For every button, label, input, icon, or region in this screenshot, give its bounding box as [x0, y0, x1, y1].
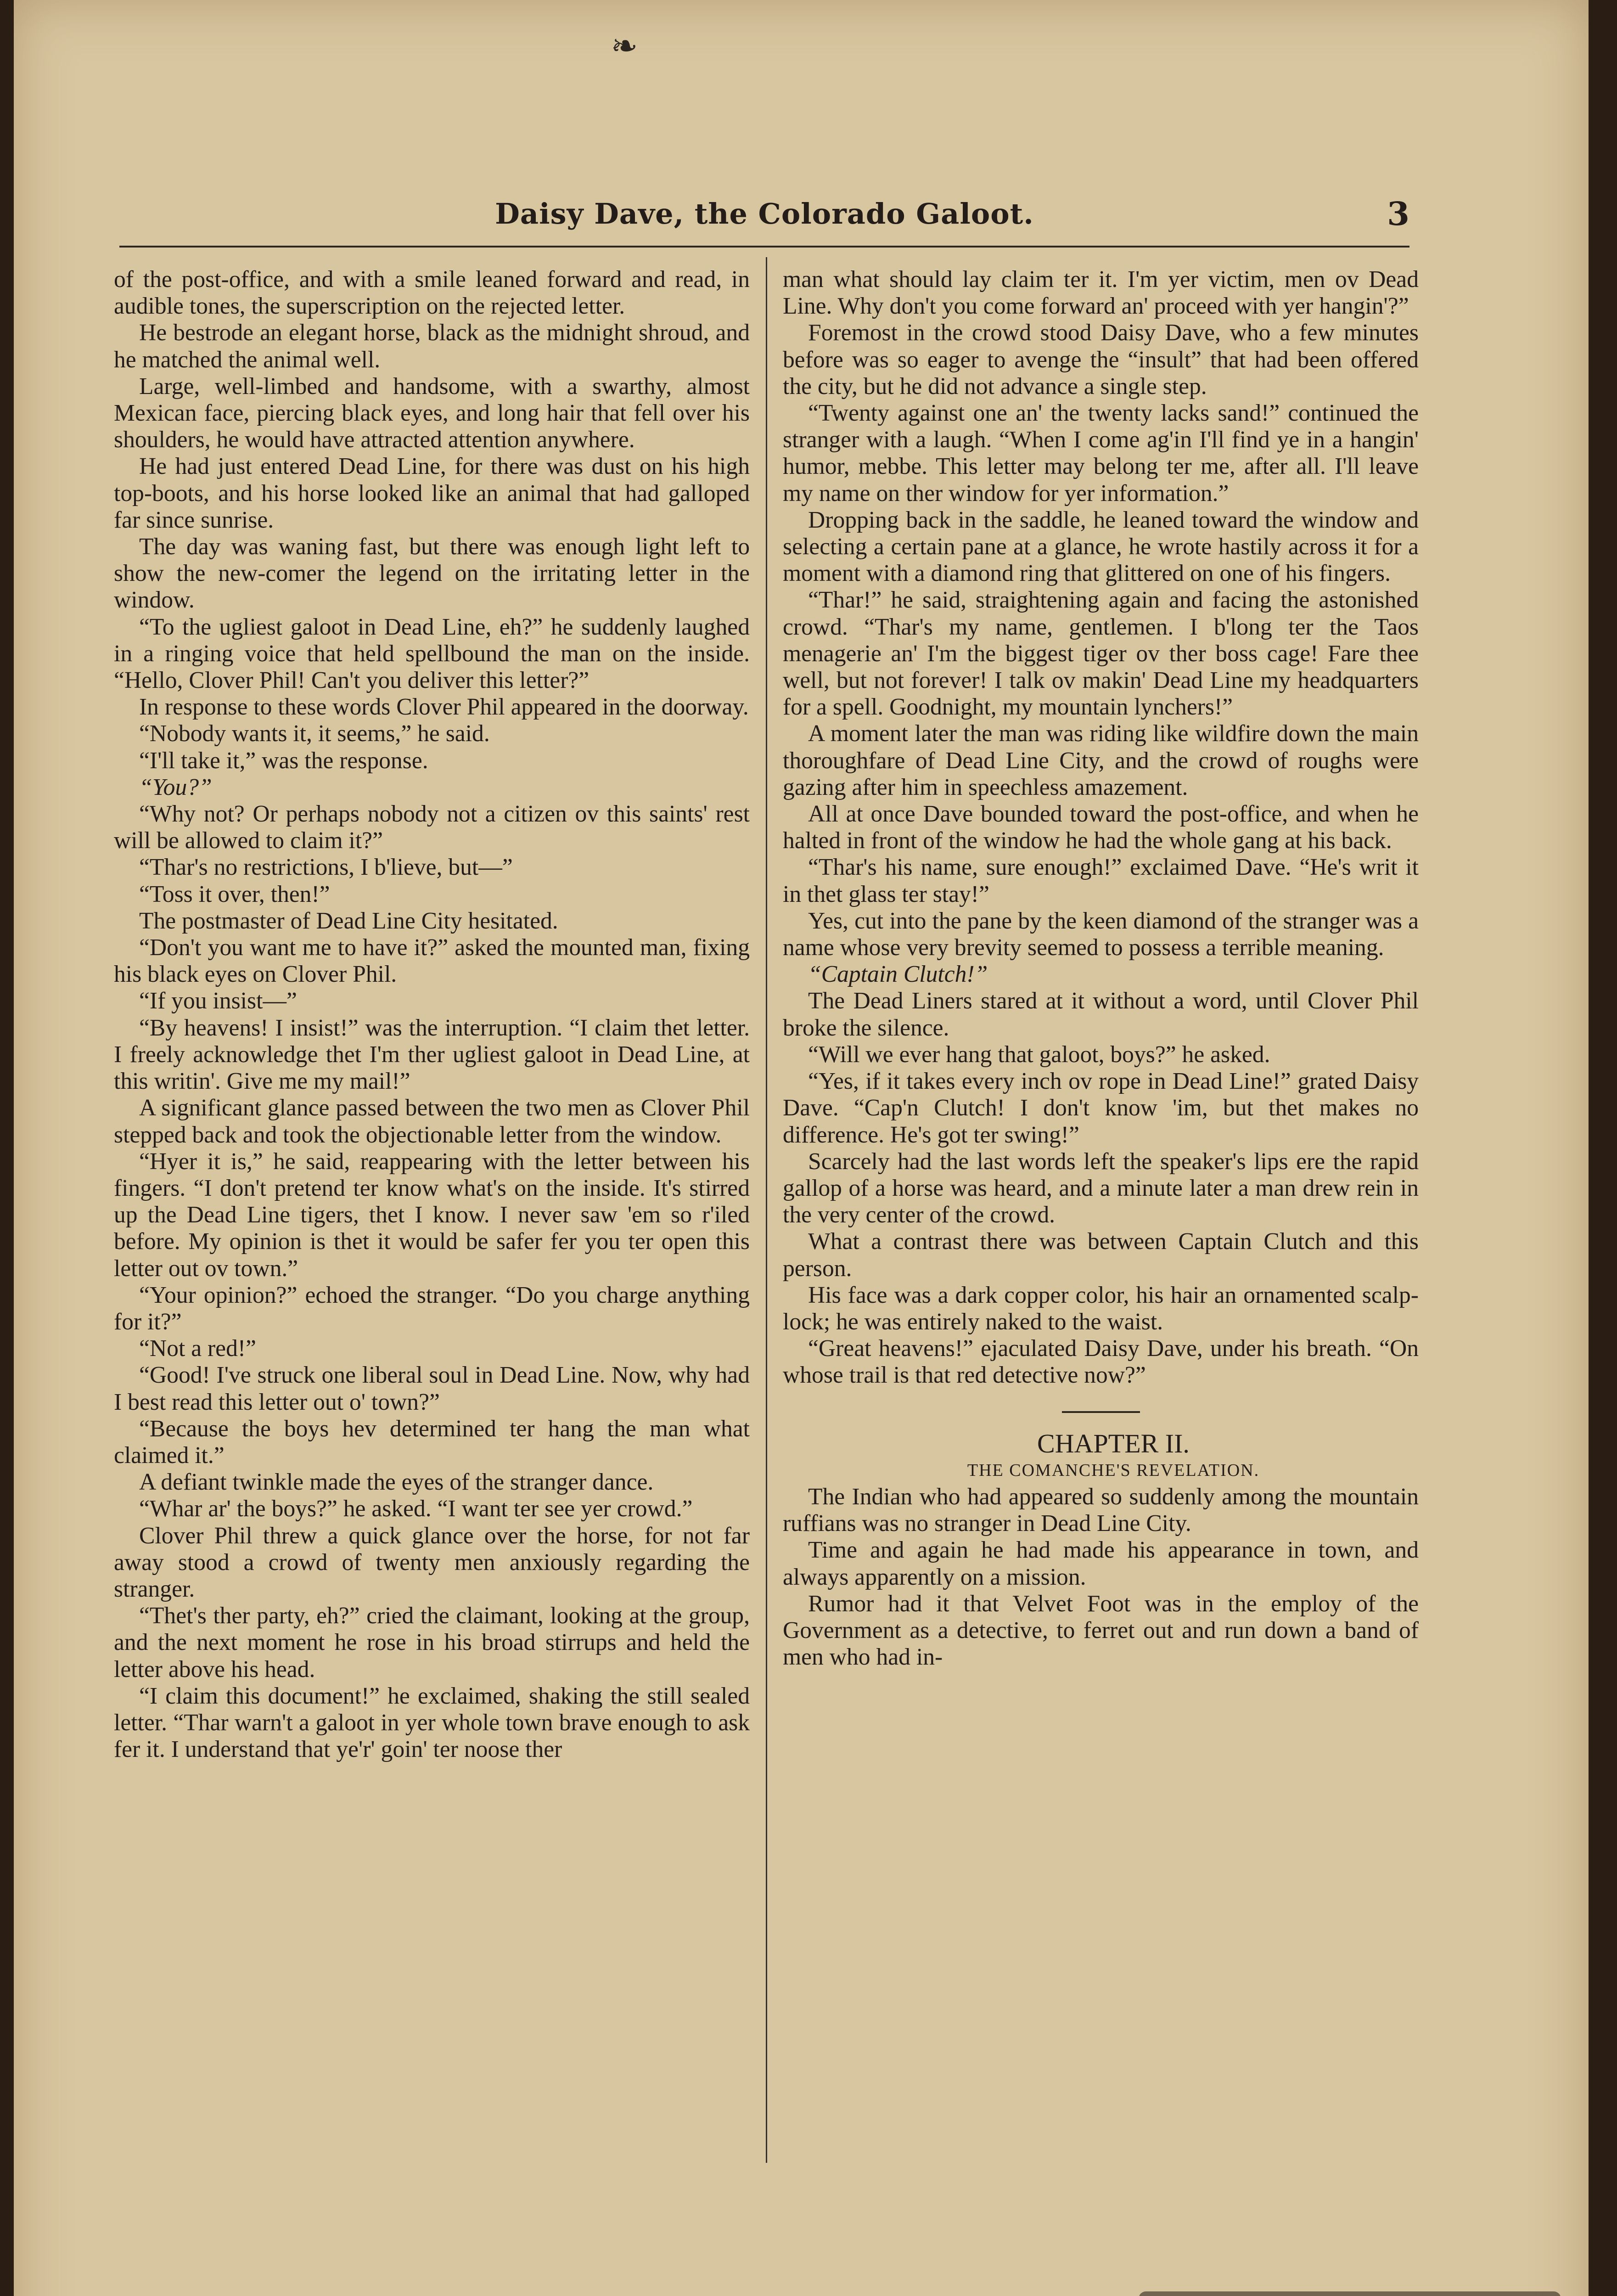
- paragraph: Foremost in the crowd stood Daisy Dave, who a few minutes before was so eager to avenge the “insult” that had been offered the city, but he did not advance a single step.: [783, 320, 1419, 400]
- left-column: [114, 266, 750, 1763]
- paragraph: “Will we ever hang that galoot, boys?” he asked.: [808, 1041, 1270, 1068]
- paragraph: “Because the boys hev determined ter hang the man what claimed it.”: [114, 1415, 750, 1469]
- paragraph: Rumor had it that Velvet Foot was in the employ of the Government as a detective, to ferret out and run down a band of men who had in-: [783, 1590, 1419, 1671]
- paragraph: “Why not? Or perhaps nobody not a citizen ov this saints' rest will be allowed to claim it?”: [114, 801, 750, 854]
- site-watermark: [1139, 2291, 1561, 2296]
- paragraph: of the post-office, and with a smile leaned forward and read, in audible tones, the superscription on the rejected letter.: [114, 266, 750, 320]
- paragraph: What a contrast there was between Captain Clutch and this person.: [783, 1228, 1419, 1282]
- paragraph: “Twenty against one an' the twenty lacks sand!” continued the stranger with a laugh. “When I come ag'in I'll find ye in a hangin' humor, mebbe. This letter may belong ter me, after all. I'll leave my name on ther window for yer information.”: [783, 400, 1419, 506]
- paragraph: “To the ugliest galoot in Dead Line, eh?” he suddenly laughed in a ringing voice that held spellbound the man on the inside. “Hello, Clover Phil! Can't you deliver this letter?”: [114, 613, 750, 694]
- paragraph: “Thar's no restrictions, I b'lieve, but—”: [139, 854, 513, 881]
- paragraph: “If you insist—”: [139, 988, 297, 1014]
- paragraph: “Don't you want me to have it?” asked the mounted man, fixing his black eyes on Clover Phil.: [114, 934, 750, 988]
- magazine-page: [14, 0, 1589, 2296]
- paragraph: His face was a dark copper color, his hair an ornamented scalp-lock; he was entirely naked to the waist.: [783, 1282, 1419, 1335]
- paragraph: “Thar!” he said, straightening again and facing the astonished crowd. “Thar's my name, gentlemen. I b'long ter the Taos menagerie an' I'm the biggest tiger ov ther boss cage! Fare thee well, but not forever! I talk ov makin' Dead Line my headquarters for a spell. Goodnight, my mountain lynchers!”: [783, 587, 1419, 720]
- paragraph: “Captain Clutch!”: [808, 961, 988, 988]
- chapter-title: CHAPTER II.: [1037, 1428, 1190, 1458]
- paragraph: A significant glance passed between the two men as Clover Phil stepped back and took the objectionable letter from the window.: [114, 1095, 750, 1148]
- paragraph: A moment later the man was riding like wildfire down the main thoroughfare of Dead Line City, and the crowd of roughs were gazing after him in speechless amazement.: [783, 720, 1419, 800]
- paragraph: A defiant twinkle made the eyes of the stranger dance.: [139, 1469, 654, 1496]
- paragraph: The Dead Liners stared at it without a word, until Clover Phil broke the silence.: [783, 988, 1419, 1041]
- paragraph: “Not a red!”: [139, 1335, 256, 1362]
- paragraph: “Good! I've struck one liberal soul in Dead Line. Now, why had I best read this letter out o' town?”: [114, 1362, 750, 1415]
- paragraph: Dropping back in the saddle, he leaned toward the window and selecting a certain pane at a glance, he wrote hastily across it for a moment with a diamond ring that glittered on one of his fingers.: [783, 506, 1419, 587]
- paragraph: Clover Phil threw a quick glance over the horse, for not far away stood a crowd of twenty men anxiously regarding the stranger.: [114, 1522, 750, 1602]
- paragraph: man what should lay claim ter it. I'm yer victim, men ov Dead Line. Why don't you come forward an' proceed with yer hangin'?”: [783, 266, 1419, 320]
- paragraph: “Whar ar' the boys?” he asked. “I want ter see yer crowd.”: [139, 1496, 693, 1522]
- paragraph: He had just entered Dead Line, for there was dust on his high top-boots, and his horse looked like an animal that had galloped far since sunrise.: [114, 453, 750, 533]
- paragraph: “Thet's ther party, eh?” cried the claimant, looking at the group, and the next moment he rose in his broad stirrups and held the letter above his head.: [114, 1603, 750, 1683]
- paragraph: “Yes, if it takes every inch ov rope in Dead Line!” grated Daisy Dave. “Cap'n Clutch! I don't know 'im, but thet makes no difference. He's got ter swing!”: [783, 1068, 1419, 1148]
- paragraph: “I claim this document!” he exclaimed, shaking the still sealed letter. “Thar warn't a galoot in yer whole town brave enough to ask fer it. I understand that ye'r' goin' ter noose ther: [114, 1683, 750, 1763]
- page-number: 3: [1387, 194, 1409, 233]
- paragraph: The day was waning fast, but there was enough light left to show the new-comer the legend on the irritating letter in the window.: [114, 534, 750, 613]
- paragraph: Time and again he had made his appearance in town, and always apparently on a mission.: [783, 1537, 1419, 1590]
- top-ornament-icon: ❧: [611, 27, 638, 65]
- chapter-subtitle: THE COMANCHE'S REVELATION.: [967, 1460, 1260, 1480]
- paragraph: Large, well-limbed and handsome, with a swarthy, almost Mexican face, piercing black eyes, and long hair that fell over his shoulders, he would have attracted attention anywhere.: [114, 373, 750, 453]
- paragraph: “You?”: [139, 774, 212, 800]
- paragraph: The postmaster of Dead Line City hesitated.: [139, 907, 558, 934]
- paragraph: In response to these words Clover Phil appeared in the doorway.: [139, 694, 749, 720]
- paragraph: “Hyer it is,” he said, reappearing with the letter between his fingers. “I don't pretend ter know what's on the inside. It's stirred up the Dead Line tigers, thet I know. I never saw 'em so r'iled before. My opinion is thet it would be safer fer you ter open this letter out ov town.”: [114, 1148, 750, 1282]
- paragraph: Scarcely had the last words left the speaker's lips ere the rapid gallop of a horse was heard, and a minute later a man drew rein in the very center of the crowd.: [783, 1148, 1419, 1228]
- paragraph: “Thar's his name, sure enough!” exclaimed Dave. “He's writ it in thet glass ter stay!”: [783, 854, 1419, 907]
- paragraph: All at once Dave bounded toward the post-office, and when he halted in front of the window he had the whole gang at his back.: [783, 801, 1419, 854]
- paragraph: “I'll take it,” was the response.: [139, 747, 428, 774]
- paragraph: He bestrode an elegant horse, black as the midnight shroud, and he matched the animal well.: [114, 320, 750, 373]
- column-divider: [766, 257, 767, 2163]
- paragraph: “Great heavens!” ejaculated Daisy Dave, under his breath. “On whose trail is that red detective now?”: [783, 1335, 1419, 1389]
- running-title: Daisy Dave, the Colorado Galoot.: [495, 197, 1034, 231]
- right-column: [783, 266, 1419, 1671]
- paragraph: “Toss it over, then!”: [139, 881, 330, 907]
- section-divider: [1062, 1411, 1140, 1413]
- paragraph: Yes, cut into the pane by the keen diamond of the stranger was a name whose very brevity seemed to possess a terrible meaning.: [783, 907, 1419, 961]
- paragraph: “Your opinion?” echoed the stranger. “Do you charge anything for it?”: [114, 1282, 750, 1335]
- paragraph: “By heavens! I insist!” was the interruption. “I claim thet letter. I freely acknowledge thet I'm ther ugliest galoot in Dead Line, at this writin'. Give me my mail!”: [114, 1014, 750, 1095]
- header-rule: [119, 246, 1409, 248]
- paragraph: The Indian who had appeared so suddenly among the mountain ruffians was no stranger in Dead Line City.: [783, 1483, 1419, 1537]
- page-header: [119, 186, 1409, 241]
- paragraph: “Nobody wants it, it seems,” he said.: [139, 720, 490, 747]
